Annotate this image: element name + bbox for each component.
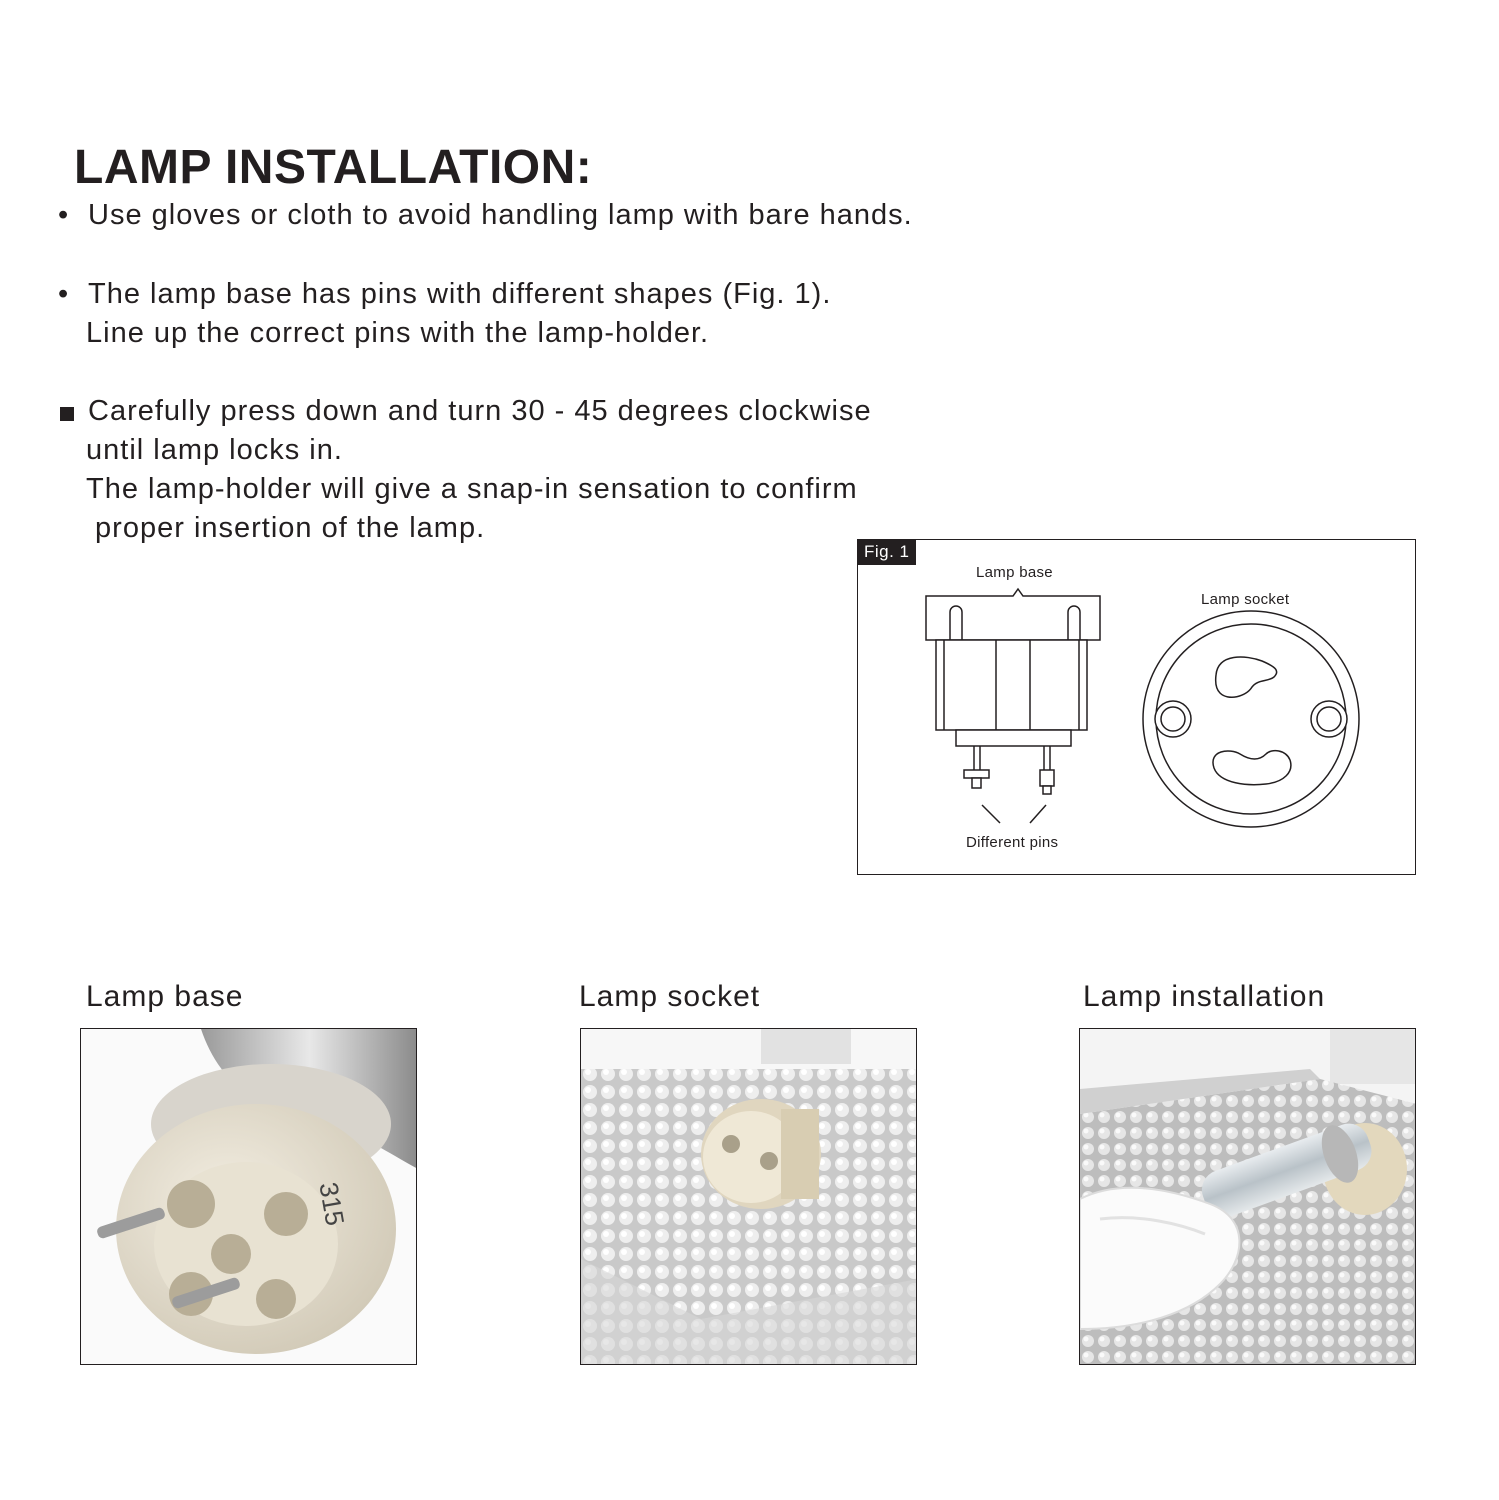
instruction-2-line-1: The lamp base has pins with different shapes (Fig. 1). — [88, 278, 832, 310]
lamp-base-diagram-icon — [926, 589, 1100, 823]
figure-1 — [857, 539, 1416, 875]
bullet-marker: • — [58, 278, 69, 310]
photo-caption-lamp-base: Lamp base — [86, 980, 244, 1013]
bullet-marker: • — [58, 199, 69, 231]
lamp-base-photo — [80, 1028, 417, 1365]
lamp-socket-diagram-icon — [1143, 611, 1359, 827]
different-pins-label: Different pins — [966, 834, 1059, 851]
photo-caption-lamp-socket: Lamp socket — [579, 980, 761, 1013]
lamp-base-label: Lamp base — [976, 564, 1053, 581]
instruction-3-line-4: proper insertion of the lamp. — [86, 512, 486, 544]
svg-text:315: 315 — [313, 1179, 351, 1228]
photo-caption-lamp-installation: Lamp installation — [1083, 980, 1326, 1013]
lamp-socket-photo — [580, 1028, 917, 1365]
lamp-installation-photo — [1079, 1028, 1416, 1365]
lamp-socket-label: Lamp socket — [1201, 591, 1290, 608]
instruction-3-line-3: The lamp-holder will give a snap-in sensation to confirm — [86, 473, 858, 505]
square-bullet-icon — [60, 407, 74, 421]
instruction-2-line-2: Line up the correct pins with the lamp-holder. — [86, 317, 710, 349]
instruction-3-line-2: until lamp locks in. — [86, 434, 343, 466]
figure-diagram — [858, 540, 1417, 876]
instruction-3-line-1: Carefully press down and turn 30 - 45 degrees clockwise — [88, 395, 872, 427]
figure-tag: Fig. 1 — [858, 540, 916, 565]
instruction-1-line-1: Use gloves or cloth to avoid handling lamp with bare hands. — [88, 199, 913, 231]
page-title: LAMP INSTALLATION: — [74, 141, 593, 194]
